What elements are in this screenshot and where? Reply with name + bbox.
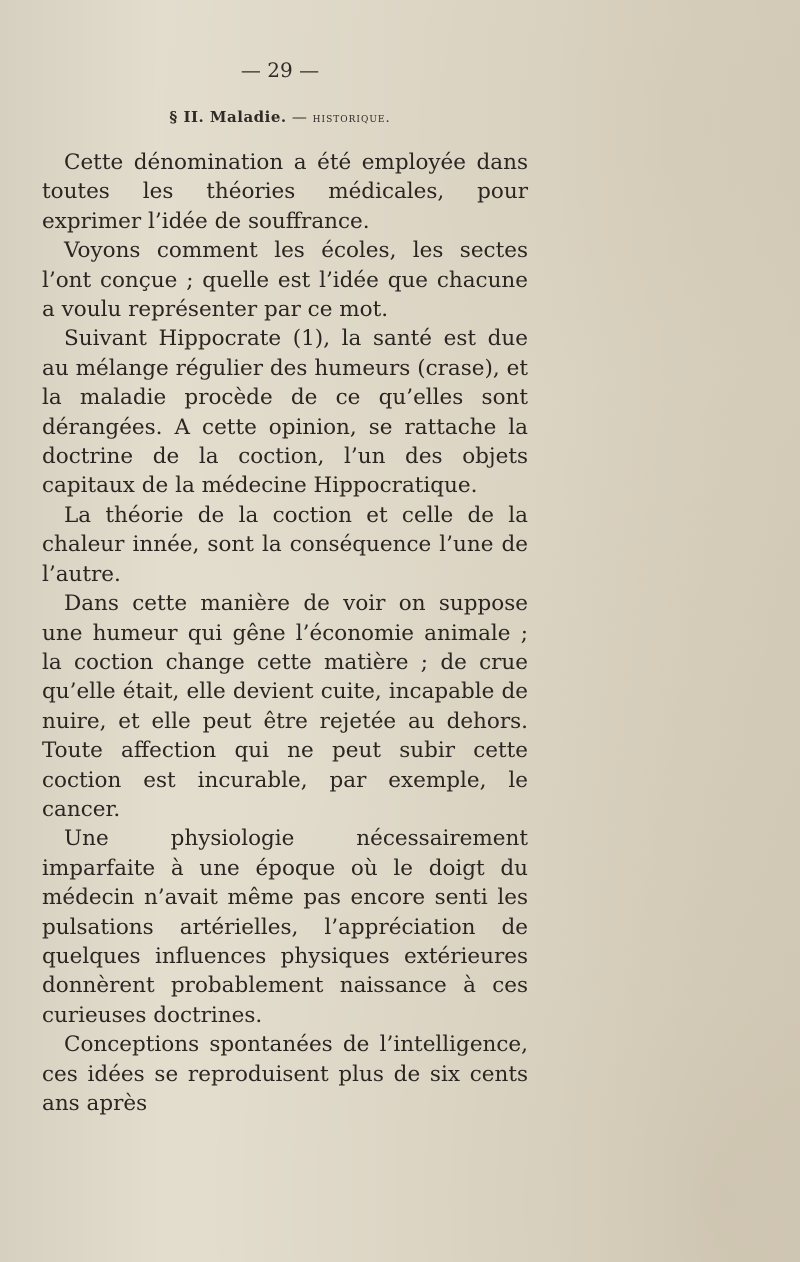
page-number: — 29 — xyxy=(240,58,320,82)
running-head-dash: — xyxy=(286,108,313,126)
paragraph: Une physiologie nécessairement imparfaite à une époque où le doigt du médecin n’avait même pas encore senti les pulsations artérielles, l’appréciation de quelques influences physiques extérieures donnèrent probablement naissance à ces curieuses doctrines. xyxy=(42,826,528,1028)
paragraph: Dans cette manière de voir on suppose une humeur qui gêne l’économie animale ; la coction change cette matière ; de crue qu’elle était, elle devient cuite, incapable de nuire, et elle peut être rejetée au dehors. Toute affection qui ne peut subir cette coction est incurable, par exemple, le cancer. xyxy=(42,591,528,822)
paragraph: Conceptions spontanées de l’intelligence, ces idées se reproduisent plus de six cents ans après xyxy=(42,1032,528,1116)
running-head-section: § II. Maladie. xyxy=(169,108,287,126)
running-head-subtitle: historique. xyxy=(312,111,391,126)
body-text xyxy=(42,148,528,1118)
paragraph: Voyons comment les écoles, les sectes l’ont conçue ; quelle est l’idée que chacune a voulu représenter par ce mot. xyxy=(42,238,528,323)
paragraph: Suivant Hippocrate (1), la santé est due au mélange régulier des humeurs (crase), et la maladie procède de ce qu’elles sont dérangées. A cette opinion, se rattache la doctrine de la coction, l’un des objets capitaux de la médecine Hippocratique. xyxy=(42,326,528,499)
running-head xyxy=(0,108,560,126)
paragraph: Cette dénomination a été employée dans toutes les théories médicales, pour exprimer l’idée de souffrance. xyxy=(42,150,528,234)
paragraph: La théorie de la coction et celle de la chaleur innée, sont la conséquence l’une de l’autre. xyxy=(42,502,528,587)
